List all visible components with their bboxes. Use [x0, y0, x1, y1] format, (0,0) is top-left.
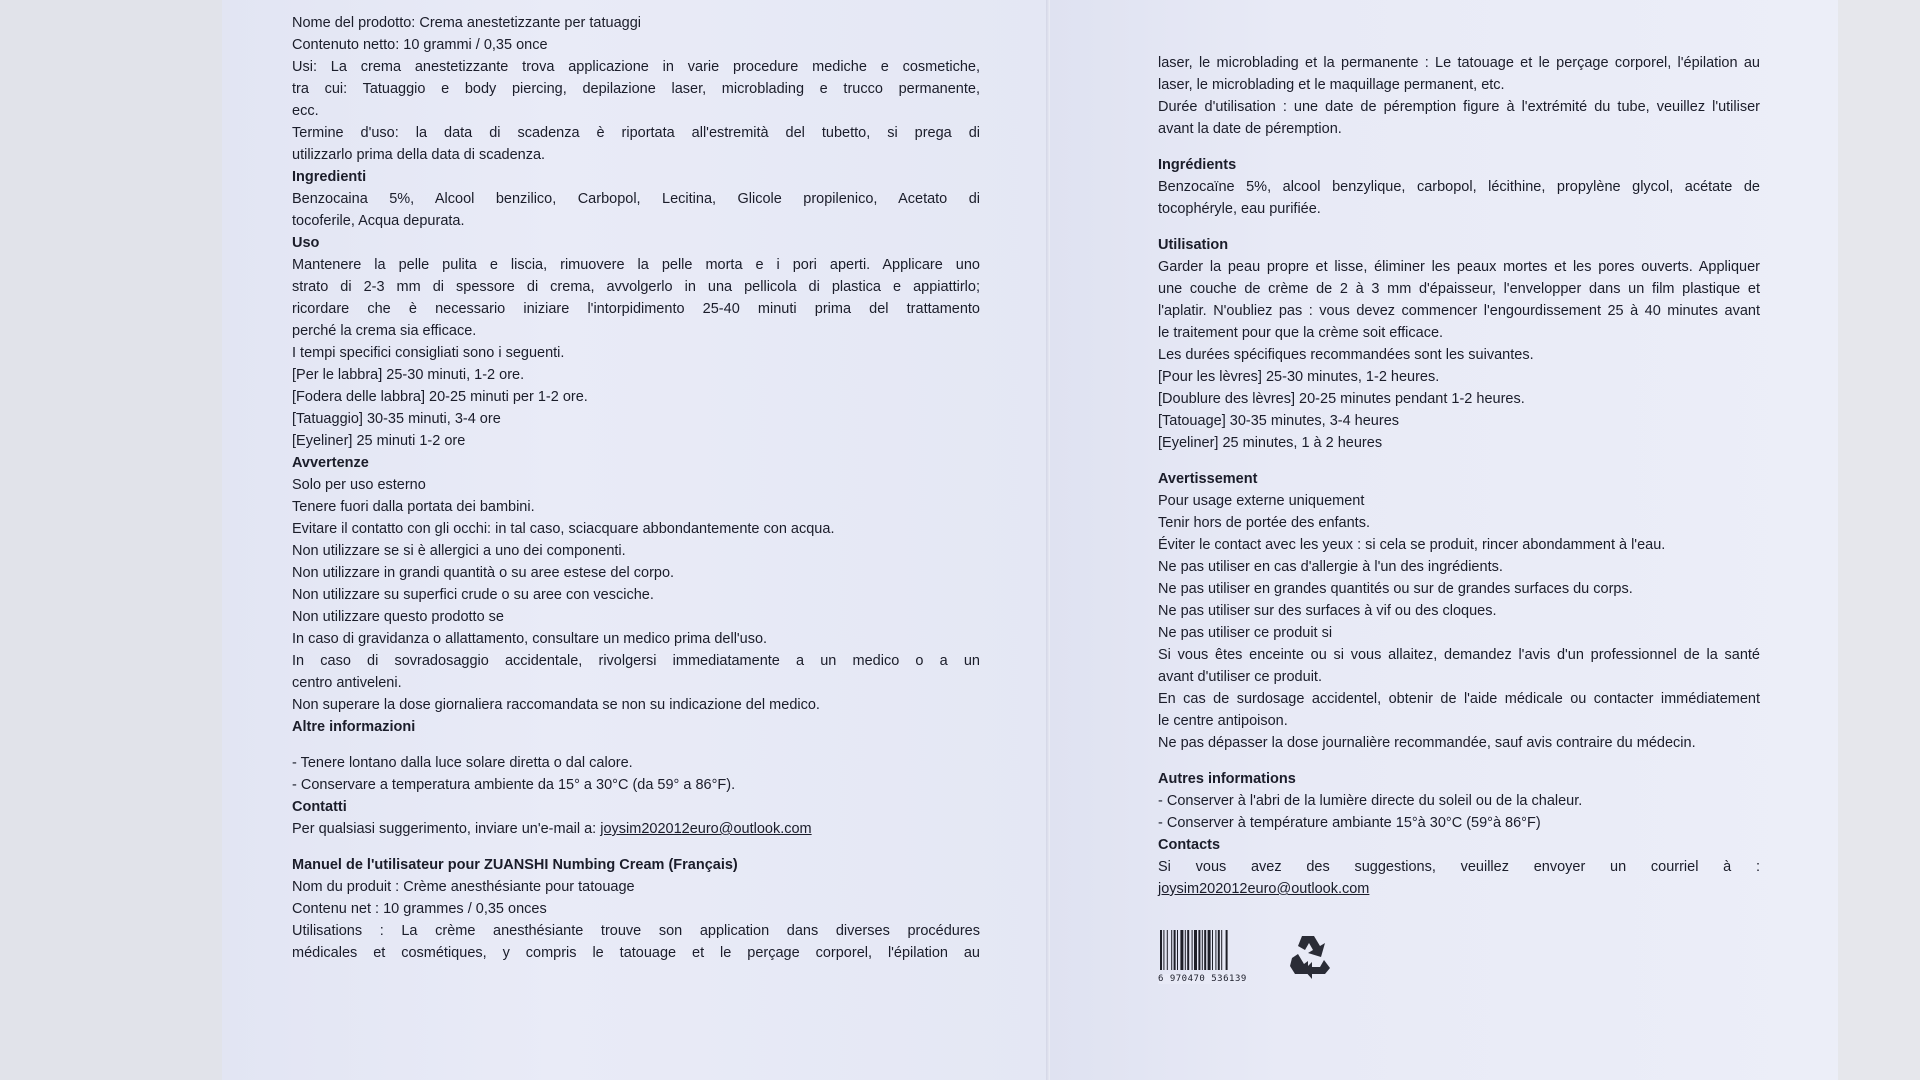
it-times-line: [Eyeliner] 25 minuti 1-2 ore [292, 433, 466, 449]
it-use-line: ricordare che è necessario iniziare l'intorpidimento 25-40 minuti prima del trattamento [292, 301, 980, 317]
fr-times-line: [Doublure des lèvres] 20-25 minutes pendant 1-2 heures. [1158, 391, 1525, 407]
it-other-heading: Altre informazioni [292, 719, 416, 735]
it-product-name: Nome del prodotto: Crema anestetizzante per tatuaggi [292, 15, 642, 31]
fr-overdose-line: En cas de surdosage accidentel, obtenir de l'aide médicale ou contacter immédiatement [1158, 691, 1760, 707]
it-other-line: - Conservare a temperatura ambiente da 15° a 30°C (da 59° a 86°F). [292, 777, 736, 793]
fr-other-line: - Conserver à l'abri de la lumière directe du soleil ou de la chaleur. [1158, 793, 1583, 809]
it-warning-line: Non utilizzare su superfici crude o su aree con vesciche. [292, 587, 654, 603]
it-net-content: Contenuto netto: 10 grammi / 0,35 once [292, 37, 548, 53]
it-uses-line: tra cui: Tatuaggio e body piercing, depilazione laser, microblading e trucco permanente, [292, 81, 980, 97]
it-contacts-heading: Contatti [292, 799, 347, 815]
fr-contacts-heading: Contacts [1158, 837, 1221, 853]
it-ingredients-line: tocoferile, Acqua depurata. [292, 213, 465, 229]
it-warning-line: In caso di gravidanza o allattamento, consultare un medico prima dell'uso. [292, 631, 768, 647]
fr-warning-line: Tenir hors de portée des enfants. [1158, 515, 1370, 531]
fr-product-name: Nom du produit : Crème anesthésiante pour tatouage [292, 879, 635, 895]
fr-times-line: [Tatouage] 30-35 minutes, 3-4 heures [1158, 413, 1400, 429]
it-warning-line: Solo per uso esterno [292, 477, 426, 493]
fr-uses-cont-line: laser, le microblading et le maquillage permanent, etc. [1158, 77, 1505, 93]
it-times-line: [Fodera delle labbra] 20-25 minuti per 1-2 ore. [292, 389, 588, 405]
fr-pregnancy-line: Si vous êtes enceinte ou si vous allaitez, demandez l'avis d'un professionnel de la santé [1158, 647, 1760, 663]
it-warning-line: Tenere fuori dalla portata dei bambini. [292, 499, 535, 515]
fr-times-line: Les durées spécifiques recommandées sont les suivantes. [1158, 347, 1534, 363]
it-use-line: strato di 2-3 mm di spessore di crema, avvolgerlo in una pellicola di plastica e appiattirlo; [292, 279, 980, 295]
it-warning-line: Non utilizzare questo prodotto se [292, 609, 504, 625]
fr-times-line: [Eyeliner] 25 minutes, 1 à 2 heures [1158, 435, 1383, 451]
recycle-icon [1280, 928, 1336, 984]
fr-use-line: une couche de crème de 2 à 3 mm d'épaisseur, l'envelopper dans un film plastique et [1158, 281, 1760, 297]
barcode [1158, 930, 1258, 982]
it-expiry-line: utilizzarlo prima della data di scadenza. [292, 147, 546, 163]
fr-times-line: [Pour les lèvres] 25-30 minutes, 1-2 heures. [1158, 369, 1440, 385]
it-contact-prefix: Per qualsiasi suggerimento, inviare un'e-mail a: [292, 821, 601, 837]
it-warning-line: Non utilizzare se si è allergici a uno dei componenti. [292, 543, 626, 559]
it-uses-line: Usi: La crema anestetizzante trova applicazione in varie procedure mediche e cosmetiche, [292, 59, 980, 75]
fr-uses-line: médicales et cosmétiques, y compris le tatouage et le perçage corporel, l'épilation au [292, 945, 980, 961]
it-contact-line [292, 818, 980, 840]
fr-contact-line: Si vous avez des suggestions, veuillez envoyer un courriel à : [1158, 859, 1760, 875]
fr-warning-line: Ne pas utiliser en grandes quantités ou sur de grandes surfaces du corps. [1158, 581, 1633, 597]
fr-other-heading: Autres informations [1158, 771, 1296, 787]
leaflet-left-page [222, 0, 1054, 1080]
fr-use-line: le traitement pour que la crème soit efficace. [1158, 325, 1444, 341]
fr-overdose-line: le centre antipoison. [1158, 713, 1288, 729]
it-email-link[interactable]: joysim202012euro@outlook.com [600, 821, 812, 837]
fr-other-line: - Conserver à température ambiante 15°à 30°C (59°à 86°F) [1158, 815, 1541, 831]
it-ingredients-heading: Ingredienti [292, 169, 367, 185]
fr-ingredients-line: Benzocaïne 5%, alcool benzylique, carbopol, lécithine, propylène glycol, acétate de [1158, 179, 1760, 195]
fr-duration-line: avant la date de péremption. [1158, 121, 1342, 137]
it-dose-line: Non superare la dose giornaliera raccomandata se non su indicazione del medico. [292, 697, 820, 713]
it-warning-line: Non utilizzare in grandi quantità o su aree estese del corpo. [292, 565, 675, 581]
footer-marks [1158, 928, 1760, 984]
it-warning-line: Evitare il contatto con gli occhi: in tal caso, sciacquare abbondantemente con acqua. [292, 521, 835, 537]
fr-ingredients-heading: Ingrédients [1158, 157, 1237, 173]
fr-warning-line: Ne pas utiliser ce produit si [1158, 625, 1333, 641]
it-warnings-heading: Avvertenze [292, 455, 369, 471]
background-left [0, 0, 222, 1080]
fr-manual-title: Manuel de l'utilisateur pour ZUANSHI Numbing Cream (Français) [292, 857, 738, 873]
it-use-line: Mantenere la pelle pulita e liscia, rimuovere la pelle morta e i pori aperti. Applicare uno [292, 257, 980, 273]
it-other-line: - Tenere lontano dalla luce solare diretta o dal calore. [292, 755, 633, 771]
it-ingredients-line: Benzocaina 5%, Alcool benzilico, Carbopol, Lecitina, Glicole propilenico, Acetato di [292, 191, 980, 207]
it-expiry-line: Termine d'uso: la data di scadenza è riportata all'estremità del tubetto, si prega di [292, 125, 980, 141]
it-times-line: I tempi specifici consigliati sono i seguenti. [292, 345, 565, 361]
fr-warning-line: Ne pas utiliser en cas d'allergie à l'un des ingrédients. [1158, 559, 1503, 575]
barcode-bars-icon [1158, 930, 1258, 974]
fr-uses-cont-line: laser, le microblading et la permanente : Le tatouage et le perçage corporel, l'épilation au [1158, 55, 1760, 71]
it-times-line: [Tatuaggio] 30-35 minuti, 3-4 ore [292, 411, 501, 427]
it-overdose-line: centro antiveleni. [292, 675, 402, 691]
fr-net-content: Contenu net : 10 grammes / 0,35 onces [292, 901, 547, 917]
fr-use-line: Garder la peau propre et lisse, éliminer les peaux mortes et les pores ouverts. Appliquer [1158, 259, 1760, 275]
it-overdose-line: In caso di sovradosaggio accidentale, rivolgersi immediatamente a un medico o a un [292, 653, 980, 669]
fr-ingredients-line: tocophéryle, eau purifiée. [1158, 201, 1321, 217]
background-right [1838, 0, 1920, 1080]
fr-dose-line: Ne pas dépasser la dose journalière recommandée, sauf avis contraire du médecin. [1158, 735, 1696, 751]
fr-use-line: l'aplatir. N'oubliez pas : vous devez commencer l'engourdissement 25 à 40 minutes avant [1158, 303, 1760, 319]
it-use-line: perché la crema sia efficace. [292, 323, 477, 339]
it-use-heading: Uso [292, 235, 320, 251]
fr-warning-line: Pour usage externe uniquement [1158, 493, 1365, 509]
leaflet-right-page [1050, 0, 1838, 1080]
fr-pregnancy-line: avant d'utiliser ce produit. [1158, 669, 1322, 685]
fr-warning-line: Ne pas utiliser sur des surfaces à vif ou des cloques. [1158, 603, 1497, 619]
it-times-line: [Per le labbra] 25-30 minuti, 1-2 ore. [292, 367, 525, 383]
barcode-number: 6 970470 536139 [1158, 974, 1247, 984]
fr-email-link[interactable]: joysim202012euro@outlook.com [1158, 881, 1370, 897]
fr-warnings-heading: Avertissement [1158, 471, 1258, 487]
it-uses-line: ecc. [292, 103, 319, 119]
fr-duration-line: Durée d'utilisation : une date de péremption figure à l'extrémité du tube, veuillez l'utiliser [1158, 99, 1760, 115]
fr-warning-line: Éviter le contact avec les yeux : si cela se produit, rincer abondamment à l'eau. [1158, 537, 1666, 553]
fr-uses-line: Utilisations : La crème anesthésiante trouve son application dans diverses procédures [292, 923, 980, 939]
fr-use-heading: Utilisation [1158, 237, 1229, 253]
